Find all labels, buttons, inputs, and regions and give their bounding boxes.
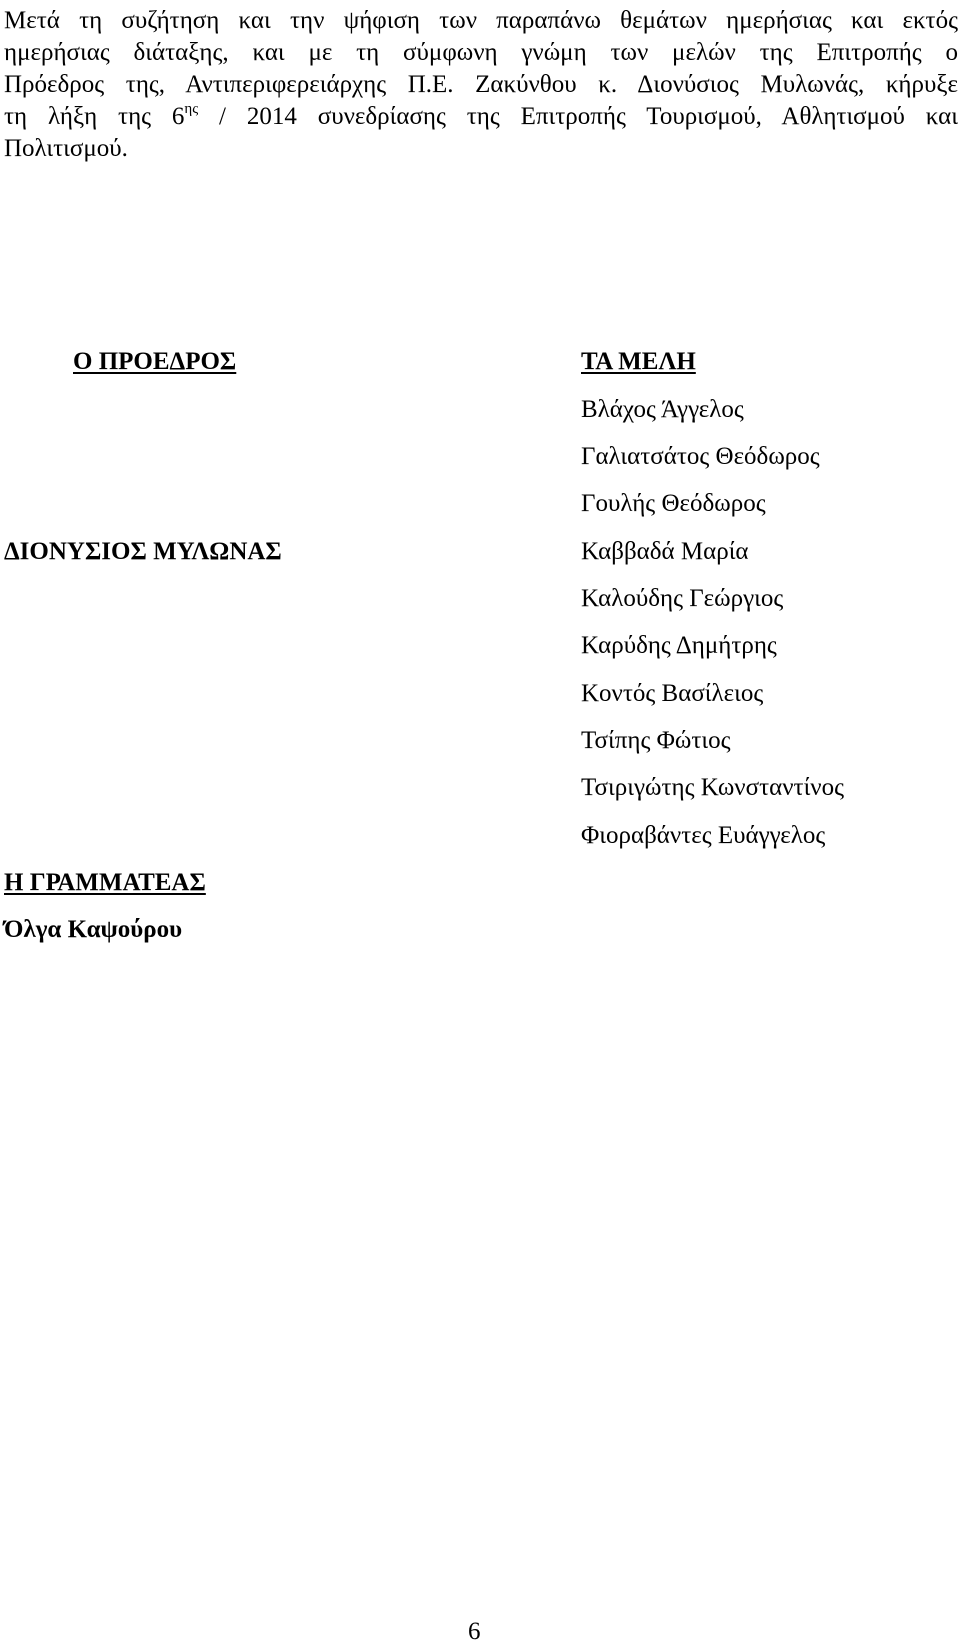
paragraph-line-2: ημερήσιας διάταξης, και με τη σύμφωνη γνώμη των μελών της Επιτροπής ο: [4, 39, 958, 66]
president-name: ΔΙΟΝΥΣΙΟΣ ΜΥΛΩΝΑΣ: [4, 538, 282, 565]
member-name: Καρύδης Δημήτρης: [581, 632, 777, 659]
secretary-name: Όλγα Καψούρου: [4, 916, 183, 943]
ordinal-suffix: ης: [184, 101, 199, 117]
paragraph-line-5: Πολιτισμού.: [4, 135, 128, 162]
member-name: Τσιριγώτης Κωνσταντίνος: [581, 774, 845, 801]
members-heading: ΤΑ ΜΕΛΗ: [581, 348, 696, 375]
member-name: Καββαδά Μαρία: [581, 538, 749, 565]
member-name: Φιοραβάντες Ευάγγελος: [581, 822, 826, 849]
page-number: 6: [468, 1618, 481, 1645]
paragraph-line-1: Μετά τη συζήτηση και την ψήφιση των παραπάνω θεμάτων ημερήσιας και εκτός: [4, 7, 958, 34]
paragraph-line-4-start: τη λήξη της 6: [4, 103, 185, 130]
paragraph-line-3: Πρόεδρος της, Αντιπεριφερειάρχης Π.Ε. Ζακύνθου κ. Διονύσιος Μυλωνάς, κήρυξε: [4, 71, 958, 98]
secretary-heading: Η ΓΡΑΜΜΑΤΕΑΣ: [4, 869, 206, 896]
member-name: Τσίπης Φώτιος: [581, 727, 731, 754]
paragraph-line-4-end: / 2014 συνεδρίασης της Επιτροπής Τουρισμού, Αθλητισμού και: [198, 103, 958, 130]
member-name: Βλάχος Άγγελος: [581, 396, 744, 423]
member-name: Καλούδης Γεώργιος: [581, 585, 784, 612]
member-name: Γαλιατσάτος Θεόδωρος: [581, 443, 820, 470]
closing-paragraph: [4, 5, 958, 165]
president-heading: Ο ΠΡΟΕΔΡΟΣ: [73, 348, 237, 375]
paragraph-line-4: [4, 101, 958, 133]
member-name: Γουλής Θεόδωρος: [581, 490, 766, 517]
member-name: Κοντός Βασίλειος: [581, 680, 764, 707]
